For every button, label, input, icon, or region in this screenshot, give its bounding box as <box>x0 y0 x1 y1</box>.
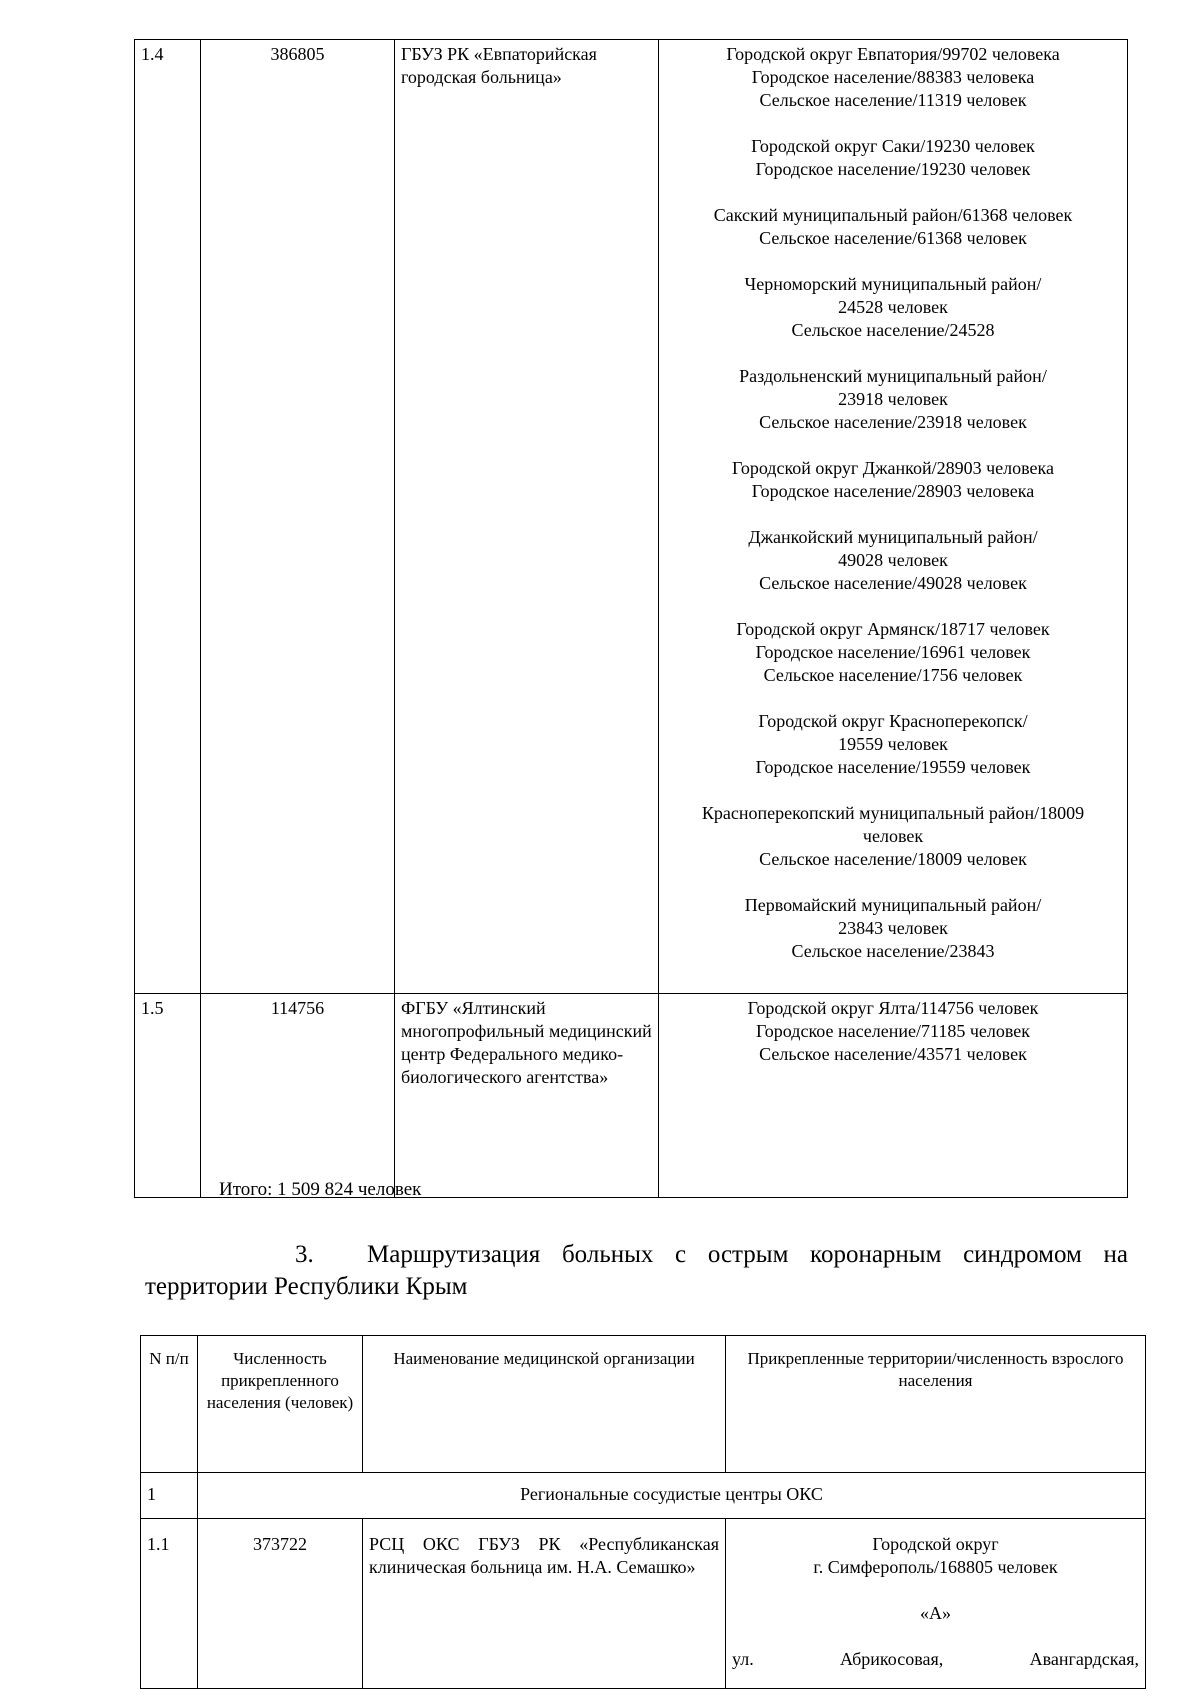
territory-line: Сельское население/43571 человек <box>759 1044 1027 1064</box>
territory-line: Сельское население/11319 человек <box>759 90 1027 110</box>
population-cell: 114756 <box>201 994 395 1198</box>
territory-line: 49028 человек <box>838 550 948 570</box>
territory-line: Сельское население/49028 человек <box>759 573 1027 593</box>
territory-line: Черноморский муниципальный район/ <box>744 274 1042 294</box>
letter-heading: «А» <box>920 1603 951 1623</box>
territory-group <box>665 273 1121 342</box>
territory-group <box>665 802 1121 871</box>
header-number: N п/п <box>141 1336 198 1473</box>
territory-line: Городское население/19230 человек <box>755 159 1031 179</box>
section-title: Маршрутизация больных с острым коронарным синдромом на территории Республики Крым <box>145 1241 1128 1300</box>
territory-line: Сельское население/23843 <box>791 941 995 961</box>
territory-line: Сельское население/61368 человек <box>759 228 1027 248</box>
territory-line: Городской округ Евпатория/99702 человека <box>726 44 1060 64</box>
territory-line: Городское население/88383 человека <box>751 67 1035 87</box>
territory-line: Городской округ <box>872 1534 999 1554</box>
territory-line: Городское население/16961 человек <box>755 642 1031 662</box>
header-organization: Наименование медицинской организации <box>363 1336 726 1473</box>
table-attached-population-continued <box>134 39 1128 1198</box>
section-title-cell: Региональные сосудистые центры ОКС <box>198 1473 1146 1519</box>
territory-line: Первомайский муниципальный район/ <box>744 895 1042 915</box>
territory-group <box>665 204 1121 250</box>
header-territories: Прикрепленные территории/численность взрослого населения <box>726 1336 1146 1473</box>
territory-line: Красноперекопский муниципальный район/18009 <box>701 803 1085 823</box>
territory-line: Сельское население/18009 человек <box>759 849 1027 869</box>
organization-cell: ФГБУ «Ялтинский многопрофильный медицинский центр Федерального медико-биологического агентства» <box>395 994 659 1198</box>
row-number: 1.5 <box>135 994 201 1198</box>
territory-line: 19559 человек <box>838 734 948 754</box>
section-number: 3. <box>295 1241 314 1268</box>
territories-cell <box>659 40 1128 994</box>
territory-line: Сельское население/1756 человек <box>763 665 1023 685</box>
territories-cell <box>726 1519 1146 1689</box>
table-row <box>135 40 1128 994</box>
section-row <box>141 1473 1146 1519</box>
territory-group <box>665 457 1121 503</box>
population-cell: 373722 <box>198 1519 363 1689</box>
organization-cell: ГБУЗ РК «Евпаторийская городская больница» <box>395 40 659 994</box>
total-population: Итого: 1 509 824 человек <box>219 1179 422 1200</box>
territory-line: 24528 человек <box>838 297 948 317</box>
territory-group <box>665 526 1121 595</box>
section-heading <box>145 1239 1128 1303</box>
territory-line: г. Симферополь/168805 человек <box>813 1557 1058 1577</box>
territory-line: человек <box>862 826 924 846</box>
territory-line: Раздольненский муниципальный район/ <box>739 366 1047 386</box>
territory-line: Сакский муниципальный район/61368 человек <box>713 205 1073 225</box>
territory-group <box>665 894 1121 963</box>
territory-line: Городской округ Армянск/18717 человек <box>736 619 1050 639</box>
territory-group <box>665 710 1121 779</box>
street-list: ул. Абрикосовая, Авангардская, <box>732 1649 1139 1669</box>
organization-cell: РСЦ ОКС ГБУЗ РК «Республиканская клиническая больница им. Н.А. Семашко» <box>363 1519 726 1689</box>
territories-cell <box>659 994 1128 1198</box>
territory-line: Городской округ Ялта/114756 человек <box>747 998 1039 1018</box>
territory-line: Джанкойский муниципальный район/ <box>748 527 1038 547</box>
row-number: 1.1 <box>141 1519 198 1689</box>
header-population: Численность прикрепленного населения (человек) <box>198 1336 363 1473</box>
territory-line: Городское население/71185 человек <box>755 1021 1031 1041</box>
territory-line: Городское население/19559 человек <box>755 757 1031 777</box>
table-row <box>135 994 1128 1198</box>
table-acs-routing <box>140 1335 1146 1689</box>
territory-line: Городское население/28903 человека <box>751 481 1035 501</box>
territory-group <box>665 618 1121 687</box>
territory-line: Сельское население/24528 <box>791 320 995 340</box>
table-row <box>141 1519 1146 1689</box>
territory-group <box>665 135 1121 181</box>
row-number: 1.4 <box>135 40 201 994</box>
territory-group <box>665 43 1121 112</box>
territory-line: Городской округ Джанкой/28903 человека <box>732 458 1054 478</box>
territory-line: Сельское население/23918 человек <box>759 412 1027 432</box>
table-header-row <box>141 1336 1146 1473</box>
territory-line: 23843 человек <box>838 918 948 938</box>
territory-line: Городской округ Саки/19230 человек <box>751 136 1035 156</box>
population-cell: 386805 <box>201 40 395 994</box>
territory-group <box>665 365 1121 434</box>
territory-line: 23918 человек <box>838 389 948 409</box>
section-number-cell: 1 <box>141 1473 198 1519</box>
territory-line: Городской округ Красноперекопск/ <box>758 711 1028 731</box>
